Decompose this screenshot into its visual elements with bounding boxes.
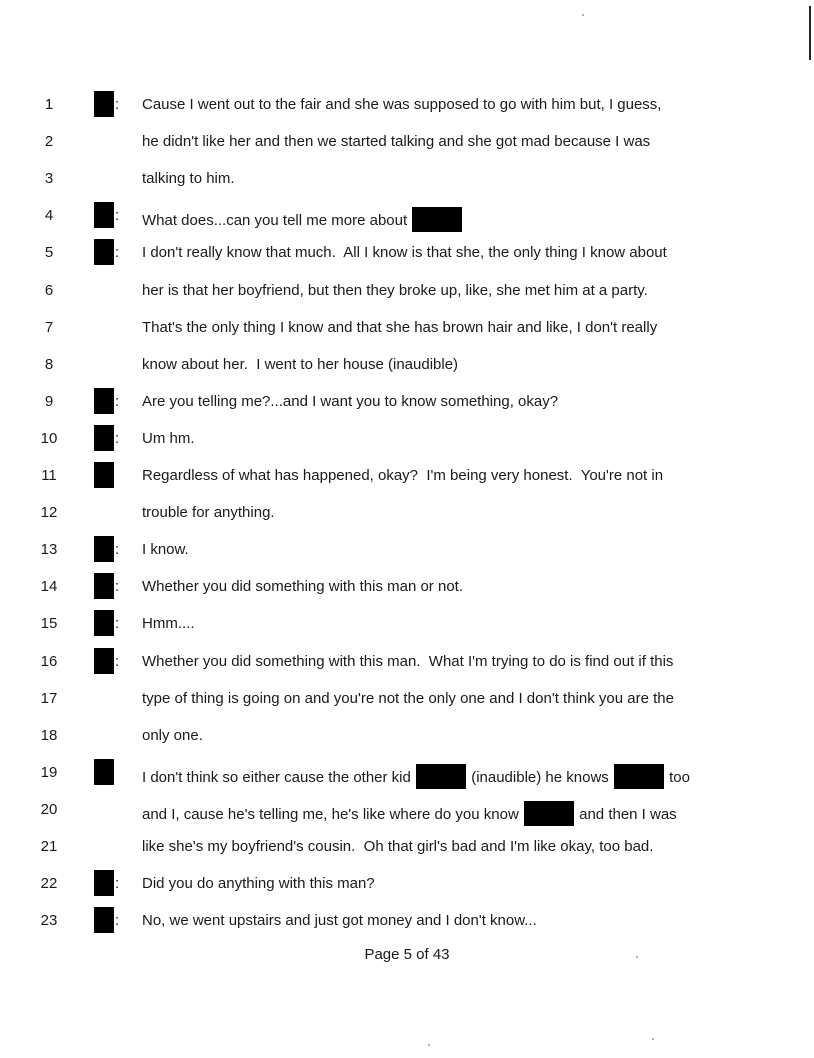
speaker-colon: :	[115, 207, 120, 224]
text-segment: Are you telling me?...and I want you to know something, okay?	[142, 393, 559, 410]
text-segment: Did you do anything with this man?	[142, 875, 375, 892]
line-number: 14	[40, 578, 58, 595]
line-number: 21	[40, 838, 58, 855]
transcript-line	[0, 801, 814, 838]
line-number: 20	[40, 801, 58, 818]
text-segment: I don't really know that much. All I know is that she, the only thing I know about	[142, 244, 667, 261]
text-segment: Hmm....	[142, 615, 195, 632]
line-number: 22	[40, 875, 58, 892]
line-text	[142, 727, 203, 744]
line-number: 13	[40, 541, 58, 558]
transcript-line	[0, 653, 814, 690]
speaker-colon: :	[115, 615, 120, 632]
redacted-speaker-name	[94, 425, 114, 451]
transcript-line	[0, 430, 814, 467]
line-number: 3	[44, 170, 54, 187]
text-segment: only one.	[142, 727, 203, 744]
line-text	[142, 319, 657, 336]
line-text	[142, 244, 667, 261]
speaker-colon: :	[115, 541, 120, 558]
line-text	[142, 207, 463, 232]
line-text	[142, 430, 195, 447]
line-text	[142, 393, 558, 410]
redacted-speaker-name	[94, 759, 114, 785]
transcript-line	[0, 541, 814, 578]
text-segment: Regardless of what has happened, okay? I'm being very honest. You're not in	[142, 467, 664, 484]
transcript-line	[0, 244, 814, 281]
line-text	[142, 653, 673, 670]
line-text	[142, 133, 650, 150]
speaker-colon: :	[115, 653, 120, 670]
transcript-line	[0, 467, 814, 504]
line-number: 19	[40, 764, 58, 781]
line-number: 18	[40, 727, 58, 744]
line-number: 15	[40, 615, 58, 632]
text-segment: he didn't like her and then we started talking and she got mad because I was	[142, 133, 651, 150]
line-text	[142, 615, 195, 632]
line-text	[142, 764, 690, 789]
text-segment: like she's my boyfriend's cousin. Oh that girl's bad and I'm like okay, too bad.	[142, 838, 654, 855]
line-number: 7	[44, 319, 54, 336]
redaction-block	[614, 764, 664, 789]
line-text	[142, 690, 674, 707]
speaker-colon: :	[115, 875, 120, 892]
line-text	[142, 801, 677, 826]
page-edge-mark	[809, 6, 811, 60]
text-segment: too	[664, 769, 690, 786]
redacted-speaker-name	[94, 536, 114, 562]
redacted-speaker-name	[94, 462, 114, 488]
transcript-line	[0, 690, 814, 727]
line-text	[142, 541, 189, 558]
redaction-block	[412, 207, 462, 232]
line-text	[142, 504, 275, 521]
redacted-speaker-name	[94, 573, 114, 599]
text-segment: talking to him.	[142, 170, 235, 187]
speaker-colon: :	[115, 244, 120, 261]
transcript-line	[0, 912, 814, 949]
line-text	[142, 838, 653, 855]
text-segment: and I, cause he's telling me, he's like where do you know	[142, 806, 523, 823]
redacted-speaker-name	[94, 91, 114, 117]
line-number: 11	[41, 467, 57, 484]
text-segment: Whether you did something with this man. What I'm trying to do is find out if this	[142, 653, 674, 670]
speaker-colon: :	[115, 430, 120, 447]
text-segment: Um hm.	[142, 430, 195, 447]
line-number: 10	[40, 430, 58, 447]
line-number: 5	[44, 244, 54, 261]
line-text	[142, 356, 458, 373]
text-segment: I know.	[142, 541, 189, 558]
text-segment: That's the only thing I know and that she has brown hair and like, I don't really	[142, 319, 658, 336]
text-segment: (inaudible) he knows	[467, 769, 613, 786]
text-segment: her is that her boyfriend, but then they broke up, like, she met him at a party.	[142, 282, 648, 299]
line-text	[142, 875, 375, 892]
transcript-line	[0, 504, 814, 541]
transcript-line	[0, 207, 814, 244]
transcript-line	[0, 615, 814, 652]
text-segment: No, we went upstairs and just got money and I don't know...	[142, 912, 537, 929]
line-number: 17	[40, 690, 58, 707]
line-number: 1	[44, 96, 54, 113]
redacted-speaker-name	[94, 239, 114, 265]
text-segment: Whether you did something with this man or not.	[142, 578, 463, 595]
transcript-line	[0, 96, 814, 133]
transcript-line	[0, 282, 814, 319]
scan-speck	[652, 1038, 654, 1040]
redacted-speaker-name	[94, 388, 114, 414]
line-text	[142, 467, 663, 484]
speaker-colon: :	[115, 578, 120, 595]
line-text	[142, 170, 235, 187]
text-segment: and then I was	[574, 806, 677, 823]
speaker-colon: :	[115, 912, 120, 929]
redacted-speaker-name	[94, 610, 114, 636]
redacted-speaker-name	[94, 648, 114, 674]
transcript-line	[0, 764, 814, 801]
transcript-line	[0, 170, 814, 207]
text-segment: Cause I went out to the fair and she was supposed to go with him but, I guess,	[142, 96, 662, 113]
text-segment: know about her. I went to her house (inaudible)	[142, 356, 459, 373]
line-text	[142, 96, 661, 113]
speaker-colon: :	[115, 96, 120, 113]
transcript-line	[0, 133, 814, 170]
line-number: 6	[44, 282, 54, 299]
scan-speck	[428, 1044, 430, 1046]
page-number: Page 5 of 43	[364, 946, 450, 963]
line-number: 16	[40, 653, 58, 670]
transcript-line	[0, 356, 814, 393]
transcript-line	[0, 838, 814, 875]
scan-speck	[582, 14, 584, 16]
redaction-block	[416, 764, 466, 789]
line-number: 2	[44, 133, 54, 150]
line-text	[142, 578, 463, 595]
transcript-line	[0, 578, 814, 615]
line-number: 23	[40, 912, 58, 929]
line-number: 8	[44, 356, 54, 373]
transcript-line	[0, 727, 814, 764]
redaction-block	[524, 801, 574, 826]
speaker-colon: :	[115, 393, 120, 410]
line-text	[142, 282, 648, 299]
text-segment: trouble for anything.	[142, 504, 275, 521]
redacted-speaker-name	[94, 907, 114, 933]
transcript-line	[0, 319, 814, 356]
text-segment: I don't think so either cause the other kid	[142, 769, 416, 786]
line-number: 4	[44, 207, 54, 224]
redacted-speaker-name	[94, 870, 114, 896]
transcript-line	[0, 393, 814, 430]
transcript-line	[0, 875, 814, 912]
text-segment: type of thing is going on and you're not the only one and I don't think you are the	[142, 690, 674, 707]
redacted-speaker-name	[94, 202, 114, 228]
text-segment: What does...can you tell me more about	[142, 212, 412, 229]
line-number: 9	[44, 393, 54, 410]
line-text	[142, 912, 537, 929]
line-number: 12	[40, 504, 58, 521]
